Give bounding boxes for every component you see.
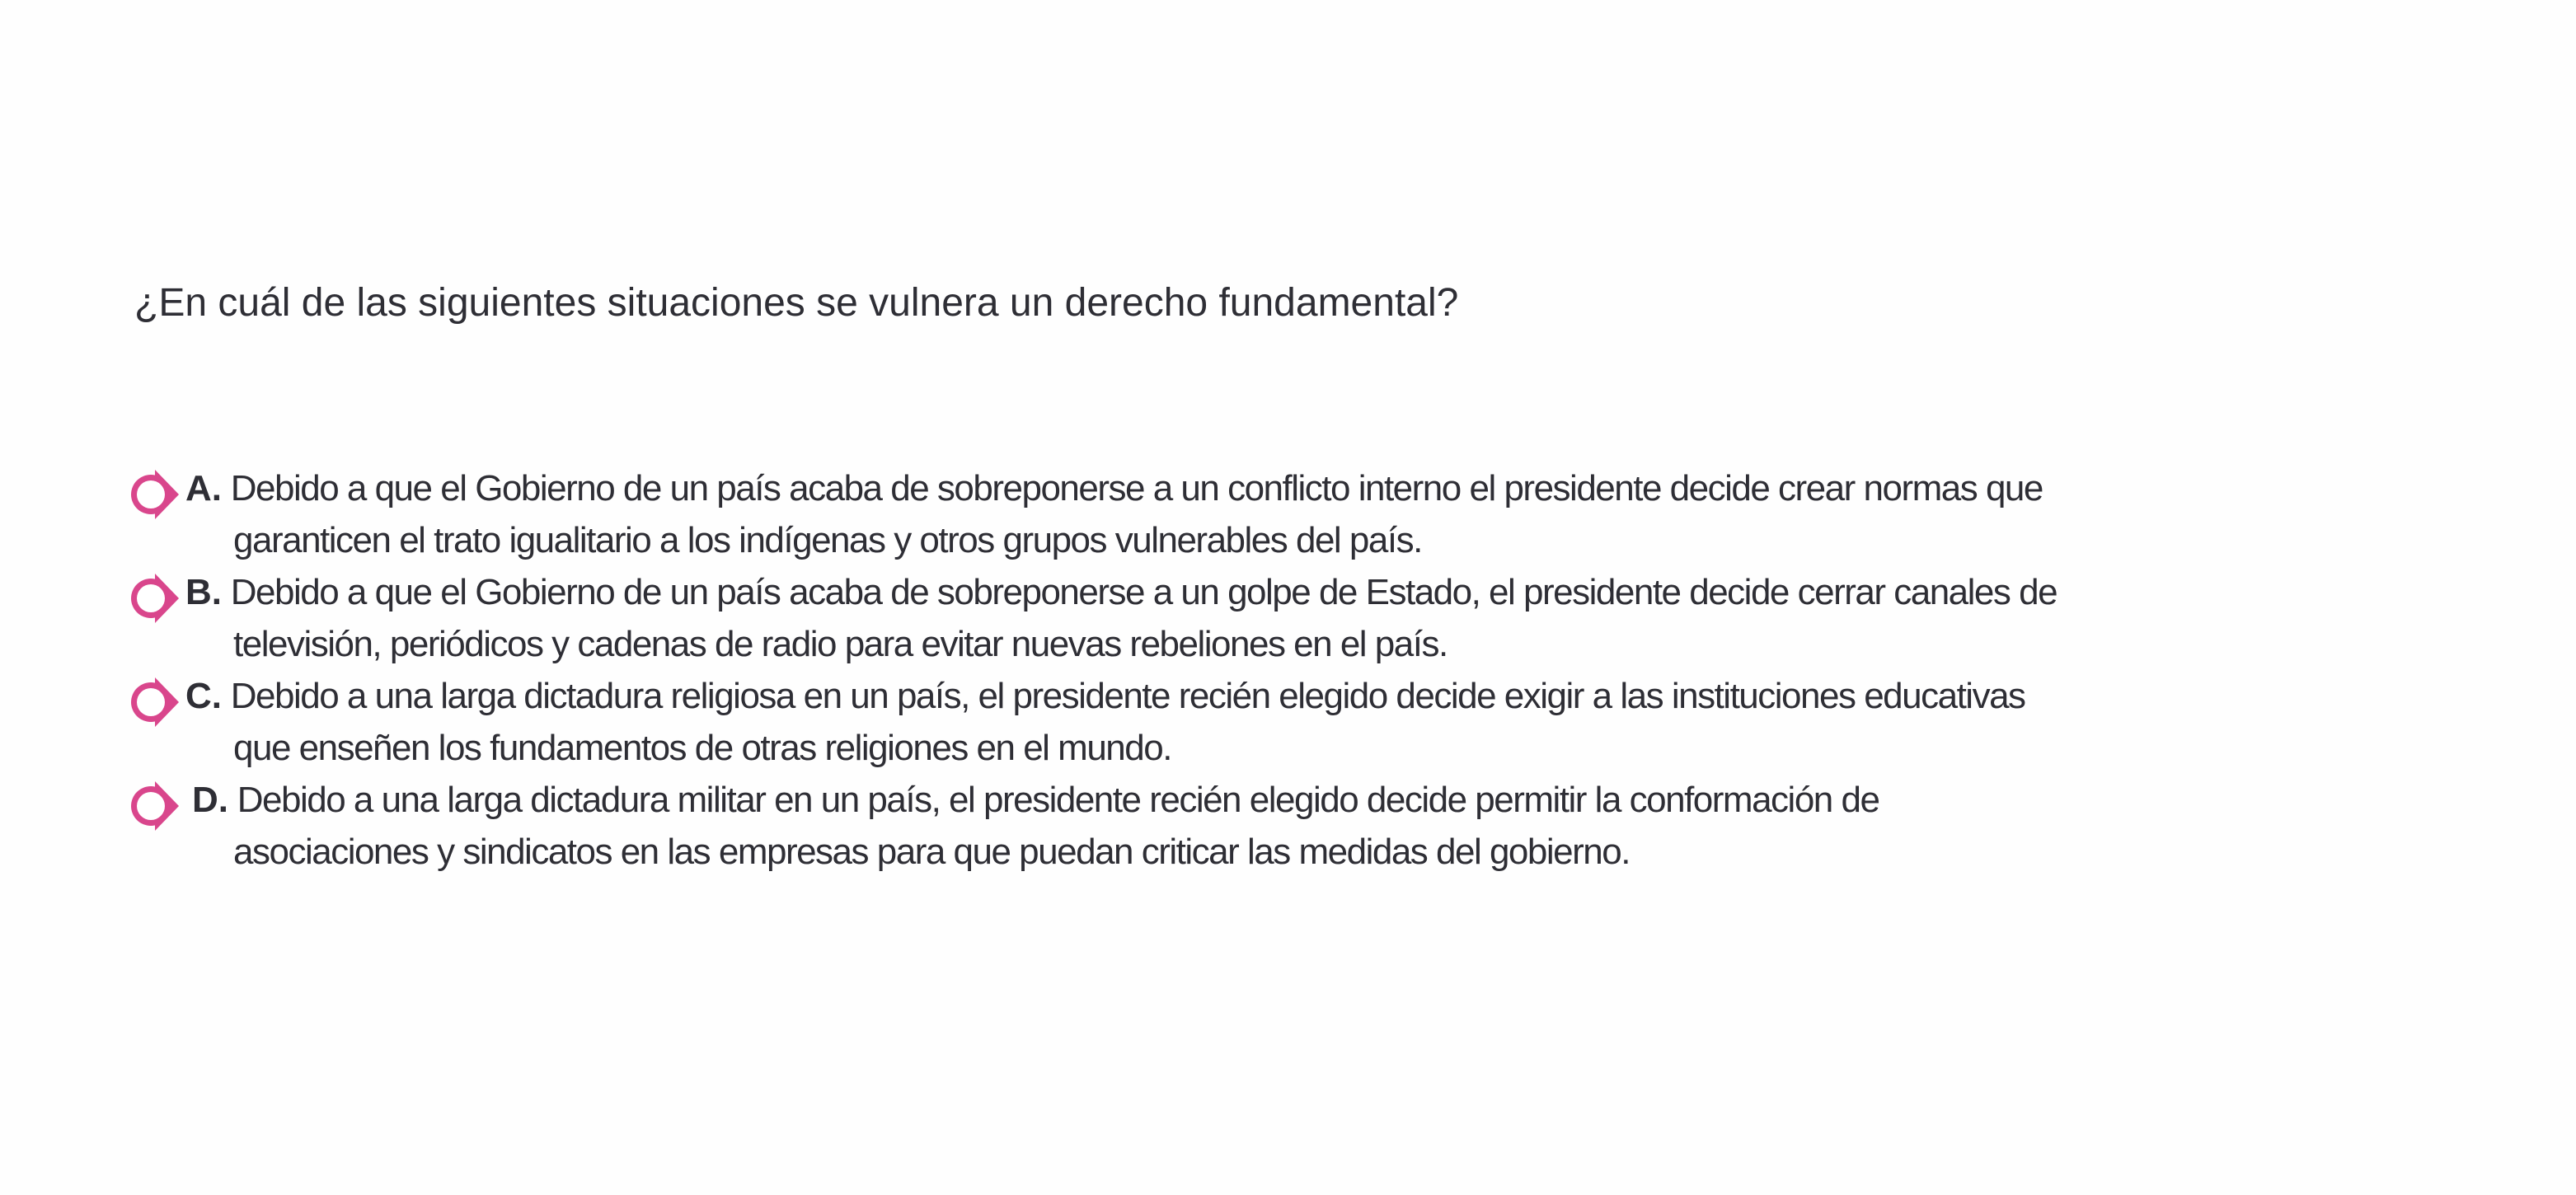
- radio-button-icon[interactable]: [128, 571, 182, 626]
- radio-button-icon[interactable]: [128, 675, 182, 729]
- option-c-letter: C.: [185, 676, 222, 716]
- option-b-letter: B.: [185, 572, 222, 612]
- option-c-line-2: que enseñen los fundamentos de otras religiones en el mundo.: [233, 728, 1171, 768]
- option-d-line-1: Debido a una larga dictadura militar en un país, el presidente recién elegido decide permitir la conformación de: [237, 780, 1879, 820]
- option-a[interactable]: [128, 462, 2436, 566]
- option-d-text-line-1: [192, 774, 1879, 826]
- option-b[interactable]: [128, 566, 2436, 670]
- option-b-line-1: Debido a que el Gobierno de un país acaba de sobreponerse a un golpe de Estado, el presidente decide cerrar canales de: [230, 572, 2058, 612]
- option-c-text-line-1: [185, 670, 2025, 722]
- option-d-line-2: asociaciones y sindicatos en las empresas para que puedan criticar las medidas del gobierno.: [233, 832, 1630, 872]
- answer-options: [128, 462, 2436, 878]
- question-text: ¿En cuál de las siguientes situaciones se vulnera un derecho fundamental?: [134, 281, 1459, 325]
- radio-button-icon[interactable]: [128, 467, 182, 522]
- option-c[interactable]: [128, 670, 2436, 774]
- option-c-line-1: Debido a una larga dictadura religiosa en un país, el presidente recién elegido decide exigir a las instituciones educativas: [230, 676, 2025, 716]
- option-d-letter: D.: [192, 780, 228, 820]
- option-a-line-2: garanticen el trato igualitario a los indígenas y otros grupos vulnerables del país.: [233, 520, 1422, 560]
- option-b-text-line-1: [185, 566, 2057, 618]
- option-b-line-2: televisión, periódicos y cadenas de radio para evitar nuevas rebeliones en el país.: [233, 624, 1448, 664]
- radio-button-icon[interactable]: [128, 779, 182, 833]
- option-a-letter: A.: [185, 468, 222, 508]
- option-a-line-1: Debido a que el Gobierno de un país acaba de sobreponerse a un conflicto interno el presidente decide crear normas que: [230, 468, 2043, 508]
- option-d[interactable]: [128, 774, 2436, 878]
- option-a-text-line-1: [185, 462, 2043, 514]
